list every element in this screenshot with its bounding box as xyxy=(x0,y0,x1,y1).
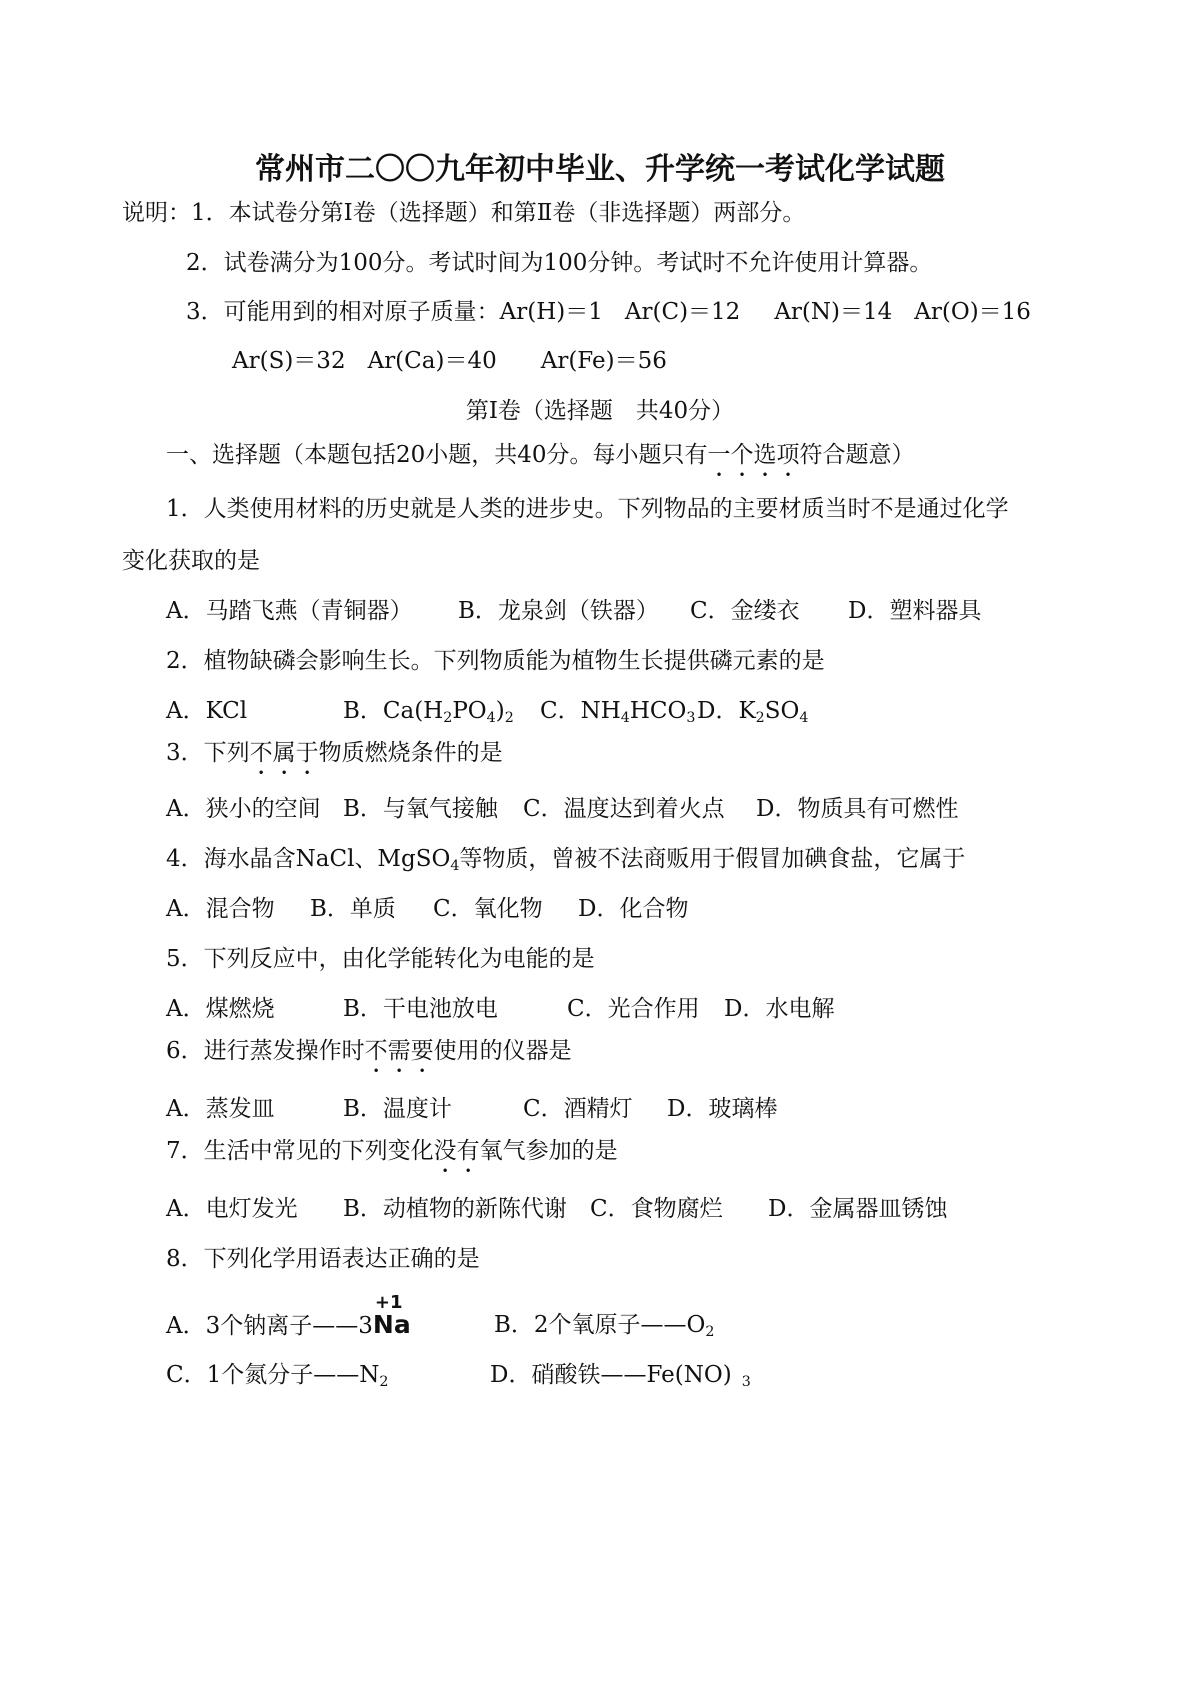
q1-option-b: B．龙泉剑（铁器） xyxy=(458,598,659,624)
q6-option-a: A．蒸发皿 xyxy=(166,1096,275,1122)
instruction-1: 说明：1．本试卷分第Ⅰ卷（选择题）和第Ⅱ卷（非选择题）两部分。 xyxy=(122,200,806,226)
question-6-stem xyxy=(166,1036,572,1078)
q8-option-b xyxy=(494,1310,714,1347)
q3-option-a: A．狭小的空间 xyxy=(166,796,321,822)
question-1-stem-cont: 变化获取的是 xyxy=(122,548,260,574)
q2-b-sub-3: 2 xyxy=(504,709,514,726)
q1-option-d: D．塑料器具 xyxy=(848,598,982,624)
q8-d-sub: 3 xyxy=(741,1373,751,1390)
question-7-stem xyxy=(166,1136,618,1178)
q4-sub: 4 xyxy=(450,857,460,874)
mass-fe: Ar(Fe)＝56 xyxy=(540,348,667,374)
q4-option-a: A．混合物 xyxy=(166,896,275,922)
q6-option-c: C．酒精灯 xyxy=(523,1096,633,1122)
q3-option-c: C．温度达到着火点 xyxy=(523,796,725,822)
q3-text-end: 物质燃烧条件的是 xyxy=(318,740,503,766)
q2-b-sub-2: 4 xyxy=(486,709,496,726)
q2-c-sub-1: 4 xyxy=(620,709,630,726)
part1-title: 第Ⅰ卷（选择题 共40分） xyxy=(465,398,735,424)
section-1-text: 一、选择题（本题包括20小题，共40分。每小题只有 xyxy=(166,442,708,468)
q2-c-sub-2: 3 xyxy=(686,709,696,726)
q5-option-a: A．煤燃烧 xyxy=(166,996,275,1022)
question-2-stem: 2．植物缺磷会影响生长。下列物质能为植物生长提供磷元素的是 xyxy=(166,648,825,674)
q5-option-b: B．干电池放电 xyxy=(343,996,498,1022)
q7-option-a: A．电灯发光 xyxy=(166,1196,298,1222)
exam-title: 常州市二〇〇九年初中毕业、升学统一考试化学试题 xyxy=(255,152,945,187)
q7-option-b: B．动植物的新陈代谢 xyxy=(343,1196,567,1222)
question-4-stem xyxy=(166,844,965,881)
q8-b-sub: 2 xyxy=(705,1323,715,1340)
mass-h: Ar(H)＝1 xyxy=(499,299,603,325)
q7-text: 7．生活中常见的下列变化 xyxy=(166,1138,434,1164)
sodium-symbol: Na xyxy=(372,1310,411,1339)
mass-s: Ar(S)＝32 xyxy=(232,348,346,374)
instruction-3-cont xyxy=(232,346,667,376)
q2-d-sub-2: 4 xyxy=(799,709,809,726)
mass-o: Ar(O)＝16 xyxy=(914,299,1031,325)
q6-option-d: D．玻璃棒 xyxy=(667,1096,778,1122)
q7-text-end: 氧气参加的是 xyxy=(479,1138,618,1164)
q2-option-b xyxy=(343,696,514,733)
q5-option-d: D．水电解 xyxy=(724,996,835,1022)
q8-option-a xyxy=(166,1292,411,1341)
instruction-3 xyxy=(186,297,1031,327)
q2-d-text: D．K xyxy=(697,698,756,724)
q6-text-end: 使用的仪器是 xyxy=(433,1038,572,1064)
q7-option-d: D．金属器皿锈蚀 xyxy=(768,1196,948,1222)
q2-option-a: A．KCl xyxy=(166,698,248,724)
q8-d-text: D．硝酸铁——Fe(NO) xyxy=(490,1362,732,1388)
q2-b-text: B．Ca(H xyxy=(343,698,444,724)
q2-d-text-2: SO xyxy=(764,698,800,724)
q3-emphasis: 不属于 xyxy=(249,740,319,766)
q1-option-c: C．金缕衣 xyxy=(690,598,800,624)
sodium-ion-notation xyxy=(372,1292,411,1341)
q6-text: 6．进行蒸发操作时 xyxy=(166,1038,365,1064)
q3-option-b: B．与氧气接触 xyxy=(343,796,498,822)
section-1-heading xyxy=(166,440,915,482)
question-5-stem: 5．下列反应中，由化学能转化为电能的是 xyxy=(166,946,595,972)
question-1-stem: 1．人类使用材料的历史就是人类的进步史。下列物品的主要材质当时不是通过化学 xyxy=(166,496,1009,522)
q2-d-sub-1: 2 xyxy=(755,709,765,726)
q6-emphasis: 不需要 xyxy=(364,1038,434,1064)
q2-b-paren: ) xyxy=(495,698,505,724)
q8-c-sub: 2 xyxy=(379,1373,389,1390)
q7-emphasis: 没有 xyxy=(433,1138,480,1164)
q8-c-text: C．1个氮分子——N xyxy=(166,1362,380,1388)
q2-b-sub-1: 2 xyxy=(443,709,453,726)
q4-text: 4．海水晶含NaCl、MgSO xyxy=(166,846,451,872)
question-8-stem: 8．下列化学用语表达正确的是 xyxy=(166,1246,480,1272)
q2-b-text-2: PO xyxy=(452,698,487,724)
q4-option-b: B．单质 xyxy=(310,896,396,922)
q8-option-c xyxy=(166,1360,388,1397)
section-1-emphasis: 一个选项 xyxy=(707,442,800,468)
instruction-3-prefix: 3．可能用到的相对原子质量： xyxy=(186,299,500,325)
q2-option-d xyxy=(697,696,808,733)
instruction-2: 2．试卷满分为100分。考试时间为100分钟。考试时不允许使用计算器。 xyxy=(186,250,933,276)
valence-charge: +1 xyxy=(374,1292,403,1313)
q1-option-a: A．马踏飞燕（青铜器） xyxy=(166,598,413,624)
q3-text: 3．下列 xyxy=(166,740,250,766)
q8-b-text: B．2个氧原子——O xyxy=(494,1312,706,1338)
mass-ca: Ar(Ca)＝40 xyxy=(367,348,497,374)
q6-option-b: B．温度计 xyxy=(343,1096,452,1122)
q3-option-d: D．物质具有可燃性 xyxy=(756,796,959,822)
q4-option-c: C．氧化物 xyxy=(433,896,543,922)
q5-option-c: C．光合作用 xyxy=(567,996,700,1022)
q2-c-text: C．NH xyxy=(540,698,621,724)
q8-option-d xyxy=(490,1360,751,1397)
q2-c-text-2: HCO xyxy=(629,698,687,724)
mass-c: Ar(C)＝12 xyxy=(624,299,741,325)
mass-n: Ar(N)＝14 xyxy=(774,299,893,325)
question-3-stem xyxy=(166,738,503,780)
q4-text-end: 等物质，曾被不法商贩用于假冒加碘食盐，它属于 xyxy=(459,846,966,872)
q7-option-c: C．食物腐烂 xyxy=(590,1196,723,1222)
section-1-text-end: 符合题意） xyxy=(799,442,915,468)
q8-a-text: A．3个钠离子——3 xyxy=(166,1313,373,1339)
q2-option-c xyxy=(540,696,695,733)
q4-option-d: D．化合物 xyxy=(578,896,689,922)
